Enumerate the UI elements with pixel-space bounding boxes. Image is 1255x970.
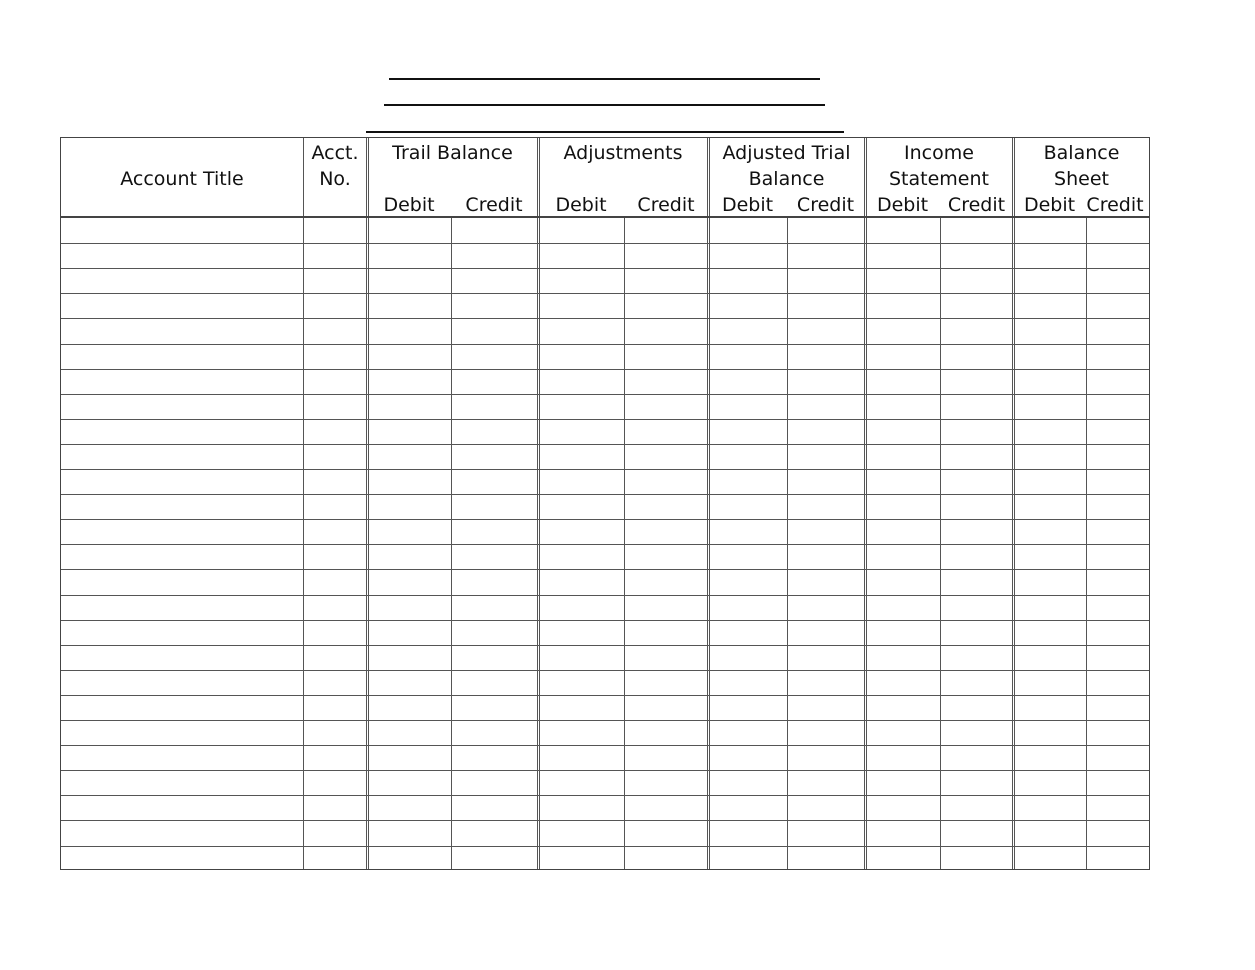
table-row[interactable] (61, 670, 1149, 695)
row-divider (61, 394, 1149, 395)
table-row[interactable] (61, 243, 1149, 268)
header-income-line2: Statement (889, 168, 989, 190)
table-row[interactable] (61, 218, 1149, 243)
table-row[interactable] (61, 293, 1149, 318)
row-divider (61, 293, 1149, 294)
row-divider (61, 846, 1149, 847)
row-divider (61, 444, 1149, 445)
worksheet-table (60, 137, 1150, 870)
header-adjusted-credit: Credit (796, 194, 855, 216)
row-divider (61, 820, 1149, 821)
row-divider (61, 695, 1149, 696)
header-account-title: Account Title (120, 168, 244, 190)
row-divider (61, 369, 1149, 370)
table-row[interactable] (61, 419, 1149, 444)
header-trail-balance: Trail Balance (392, 142, 513, 164)
header-income-debit: Debit (876, 194, 929, 216)
row-divider (61, 595, 1149, 596)
row-divider (61, 645, 1149, 646)
header-adjusted-debit: Debit (721, 194, 774, 216)
header-adjustments-debit: Debit (555, 194, 607, 216)
header-adjusted-trial-line1: Adjusted Trial (722, 142, 851, 164)
row-divider (61, 344, 1149, 345)
table-row[interactable] (61, 770, 1149, 795)
table-row[interactable] (61, 394, 1149, 419)
table-row[interactable] (61, 369, 1149, 394)
row-divider (61, 770, 1149, 771)
table-row[interactable] (61, 444, 1149, 469)
worksheet-heading-line-3 (366, 131, 844, 133)
row-divider (61, 745, 1149, 746)
row-divider (61, 795, 1149, 796)
row-divider (61, 544, 1149, 545)
table-row[interactable] (61, 820, 1149, 845)
row-divider (61, 243, 1149, 244)
header-acct-no-line1: Acct. (311, 142, 359, 164)
table-row[interactable] (61, 846, 1149, 871)
row-divider (61, 670, 1149, 671)
row-divider (61, 519, 1149, 520)
row-divider (61, 620, 1149, 621)
table-row[interactable] (61, 344, 1149, 369)
row-divider (61, 419, 1149, 420)
table-row[interactable] (61, 469, 1149, 494)
row-divider (61, 469, 1149, 470)
header-trail-credit: Credit (465, 194, 523, 216)
table-row[interactable] (61, 720, 1149, 745)
table-row[interactable] (61, 318, 1149, 343)
header-adjustments: Adjustments (563, 142, 683, 164)
table-row[interactable] (61, 494, 1149, 519)
table-row[interactable] (61, 745, 1149, 770)
header-balance-line2: Sheet (1054, 168, 1109, 190)
worksheet-heading-line-2 (384, 104, 825, 106)
header-adjusted-trial-line2: Balance (748, 168, 825, 190)
table-row[interactable] (61, 695, 1149, 720)
table-row[interactable] (61, 620, 1149, 645)
table-row[interactable] (61, 595, 1149, 620)
row-divider (61, 494, 1149, 495)
table-row[interactable] (61, 544, 1149, 569)
header-balance-line1: Balance (1043, 142, 1120, 164)
table-row[interactable] (61, 645, 1149, 670)
row-divider (61, 569, 1149, 570)
row-divider (61, 268, 1149, 269)
table-row[interactable] (61, 519, 1149, 544)
header-trail-debit: Debit (383, 194, 435, 216)
table-row[interactable] (61, 795, 1149, 820)
header-income-credit: Credit (947, 194, 1006, 216)
header-balance-debit: Debit (1023, 194, 1076, 216)
header-acct-no-line2: No. (319, 168, 351, 190)
table-row[interactable] (61, 569, 1149, 594)
header-adjustments-credit: Credit (637, 194, 695, 216)
header-income-line1: Income (904, 142, 974, 164)
worksheet-heading-line-1 (389, 78, 820, 80)
row-divider (61, 318, 1149, 319)
row-divider (61, 720, 1149, 721)
header-balance-credit: Credit (1086, 194, 1144, 216)
table-row[interactable] (61, 268, 1149, 293)
